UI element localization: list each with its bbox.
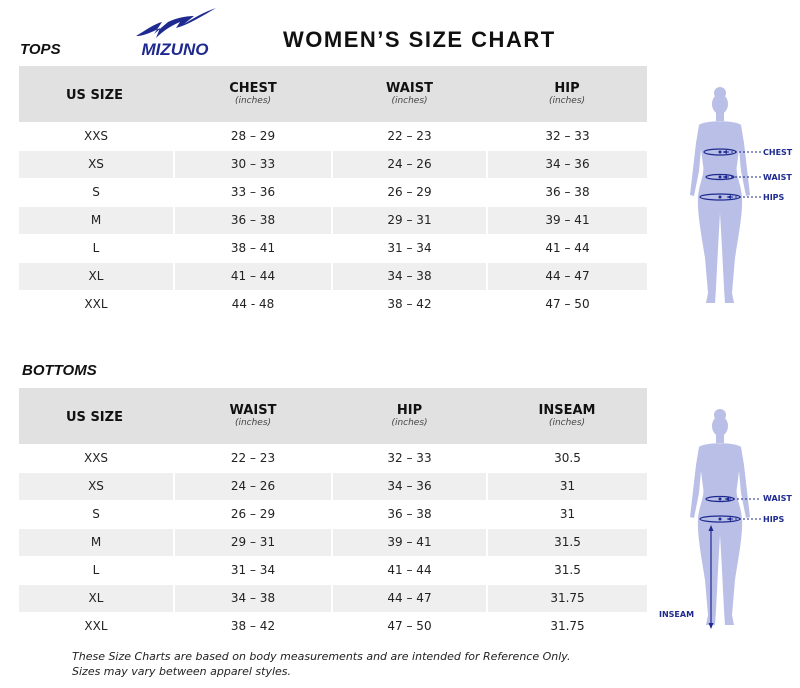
column-header-chest: CHEST (inches) (174, 66, 332, 122)
chest-measure-label: CHEST (763, 148, 793, 157)
chest-cell: 38 – 41 (174, 234, 332, 262)
table-header-row (19, 66, 647, 122)
size-cell: XS (19, 472, 174, 500)
brand-wordmark: MIZUNO (141, 40, 209, 59)
bottoms-section-label: BOTTOMS (22, 362, 97, 379)
size-cell: M (19, 206, 174, 234)
hip-cell: 47 – 50 (332, 612, 487, 640)
waist-cell: 29 – 31 (332, 206, 487, 234)
column-header-waist: WAIST (inches) (332, 66, 487, 122)
hip-cell: 36 – 38 (487, 178, 647, 206)
column-header-inseam: INSEAM (inches) (487, 388, 647, 444)
waist-measure-label: WAIST (763, 173, 792, 182)
size-cell: XXL (19, 290, 174, 318)
hip-cell: 44 – 47 (332, 584, 487, 612)
waist-cell: 38 – 42 (332, 290, 487, 318)
page-title: WOMEN’S SIZE CHART (283, 27, 556, 52)
table-row (19, 444, 647, 472)
size-cell: XXS (19, 122, 174, 150)
tops-section-label: TOPS (20, 41, 61, 58)
table-header-row (19, 388, 647, 444)
waist-cell: 29 – 31 (174, 528, 332, 556)
chest-cell: 30 – 33 (174, 150, 332, 178)
waist-cell: 34 – 38 (332, 262, 487, 290)
chest-cell: 28 – 29 (174, 122, 332, 150)
table-row (19, 528, 647, 556)
footnote (72, 649, 570, 679)
size-cell: S (19, 500, 174, 528)
size-cell: XL (19, 584, 174, 612)
table-row (19, 150, 647, 178)
chest-cell: 44 - 48 (174, 290, 332, 318)
waist-cell: 31 – 34 (174, 556, 332, 584)
table-row (19, 584, 647, 612)
waist-cell: 24 – 26 (332, 150, 487, 178)
size-cell: L (19, 234, 174, 262)
waist-cell: 38 – 42 (174, 612, 332, 640)
inseam-cell: 31 (487, 472, 647, 500)
inseam-cell: 30.5 (487, 444, 647, 472)
waist-cell: 22 – 23 (174, 444, 332, 472)
inseam-cell: 31.75 (487, 612, 647, 640)
table-row (19, 262, 647, 290)
footnote-line: These Size Charts are based on body measurements and are intended for Reference Only. (72, 650, 571, 663)
waist-cell: 26 – 29 (174, 500, 332, 528)
table-row (19, 556, 647, 584)
waist-cell: 24 – 26 (174, 472, 332, 500)
hips-measure-label: HIPS (763, 193, 785, 202)
size-cell: XS (19, 150, 174, 178)
table-row (19, 472, 647, 500)
inseam-cell: 31 (487, 500, 647, 528)
hip-cell: 36 – 38 (332, 500, 487, 528)
size-cell: XXL (19, 612, 174, 640)
hip-cell: 39 – 41 (487, 206, 647, 234)
measure-leader-lines (723, 83, 763, 213)
runbird-icon (132, 6, 218, 42)
size-cell: M (19, 528, 174, 556)
waist-cell: 31 – 34 (332, 234, 487, 262)
footnote-line: Sizes may vary between apparel styles. (72, 665, 292, 678)
hip-cell: 32 – 33 (487, 122, 647, 150)
table-row (19, 500, 647, 528)
inseam-measure-label: INSEAM (659, 610, 695, 619)
size-cell: S (19, 178, 174, 206)
size-cell: L (19, 556, 174, 584)
waist-cell: 26 – 29 (332, 178, 487, 206)
tops-body-figure (675, 83, 793, 333)
hip-cell: 34 – 36 (332, 472, 487, 500)
inseam-cell: 31.5 (487, 528, 647, 556)
table-row (19, 234, 647, 262)
measure-leader-lines (723, 405, 763, 535)
inseam-cell: 31.5 (487, 556, 647, 584)
chest-cell: 36 – 38 (174, 206, 332, 234)
hip-cell: 34 – 36 (487, 150, 647, 178)
hip-cell: 41 – 44 (332, 556, 487, 584)
tops-size-table (19, 66, 647, 318)
bottoms-size-table (19, 388, 647, 640)
table-row (19, 178, 647, 206)
size-cell: XXS (19, 444, 174, 472)
hip-cell: 41 – 44 (487, 234, 647, 262)
hips-measure-label: HIPS (763, 515, 785, 524)
mizuno-logo (132, 6, 218, 58)
hip-cell: 44 – 47 (487, 262, 647, 290)
column-header-us-size: US SIZE (19, 66, 174, 122)
bottoms-body-figure (659, 405, 792, 655)
table-row (19, 206, 647, 234)
waist-measure-label: WAIST (763, 494, 792, 503)
table-row (19, 122, 647, 150)
waist-cell: 22 – 23 (332, 122, 487, 150)
column-header-us-size: US SIZE (19, 388, 174, 444)
waist-cell: 34 – 38 (174, 584, 332, 612)
inseam-cell: 31.75 (487, 584, 647, 612)
chest-cell: 41 – 44 (174, 262, 332, 290)
hip-cell: 32 – 33 (332, 444, 487, 472)
size-cell: XL (19, 262, 174, 290)
hip-cell: 39 – 41 (332, 528, 487, 556)
table-row (19, 290, 647, 318)
chest-cell: 33 – 36 (174, 178, 332, 206)
column-header-hip: HIP (inches) (487, 66, 647, 122)
table-row (19, 612, 647, 640)
column-header-hip: HIP (inches) (332, 388, 487, 444)
column-header-waist: WAIST (inches) (174, 388, 332, 444)
hip-cell: 47 – 50 (487, 290, 647, 318)
